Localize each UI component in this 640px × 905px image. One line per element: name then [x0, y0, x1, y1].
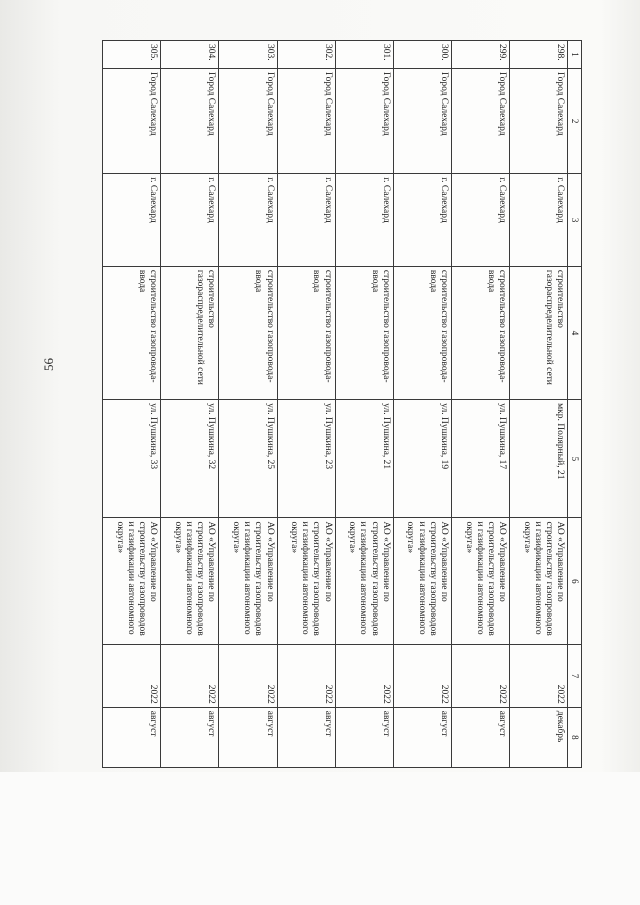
executor-cell: АО «Управление по строительству газопроводов и газификации автономного округа» [393, 518, 451, 645]
work-cell: строительство газопровода-ввода [335, 266, 393, 399]
district-cell: Город Салехард [161, 68, 219, 173]
table-row [161, 41, 219, 768]
district-cell: Город Салехард [393, 68, 451, 173]
executor-cell: АО «Управление по строительству газопроводов и газификации автономного округа» [103, 518, 161, 645]
month-cell: декабрь [510, 707, 568, 767]
header-cell: 6 [568, 518, 582, 645]
locality-cell: г. Салехард [103, 174, 161, 266]
row-number: 298. [510, 41, 568, 69]
page-bottom-margin [0, 772, 640, 905]
locality-cell: г. Салехард [335, 174, 393, 266]
header-row [568, 41, 582, 768]
executor-cell: АО «Управление по строительству газопроводов и газификации автономного округа» [335, 518, 393, 645]
district-cell: Город Салехард [277, 68, 335, 173]
executor-cell: АО «Управление по строительству газопроводов и газификации автономного округа» [510, 518, 568, 645]
address-cell: ул. Пушкина, 17 [452, 400, 510, 518]
work-cell: строительство газопровода-ввода [452, 266, 510, 399]
district-cell: Город Салехард [452, 68, 510, 173]
locality-cell: г. Салехард [161, 174, 219, 266]
district-cell: Город Салехард [103, 68, 161, 173]
header-cell: 5 [568, 400, 582, 518]
row-number: 300. [393, 41, 451, 69]
work-cell: строительство газораспределительной сети [510, 266, 568, 399]
year-cell: 2022 [335, 645, 393, 707]
locality-cell: г. Салехард [393, 174, 451, 266]
work-cell: строительство газораспределительной сети [161, 266, 219, 399]
district-cell: Город Салехард [335, 68, 393, 173]
header-cell: 4 [568, 266, 582, 399]
district-cell: Город Салехард [510, 68, 568, 173]
address-cell: мкр. Полярный, 21 [510, 400, 568, 518]
header-cell: 2 [568, 68, 582, 173]
executor-cell: АО «Управление по строительству газопроводов и газификации автономного округа» [161, 518, 219, 645]
month-cell: август [335, 707, 393, 767]
address-cell: ул. Пушкина, 19 [393, 400, 451, 518]
address-cell: ул. Пушкина, 32 [161, 400, 219, 518]
row-number: 304. [161, 41, 219, 69]
district-cell: Город Салехард [219, 68, 277, 173]
row-number: 301. [335, 41, 393, 69]
month-cell: август [219, 707, 277, 767]
address-cell: ул. Пушкина, 23 [277, 400, 335, 518]
header-cell: 7 [568, 645, 582, 707]
month-cell: август [103, 707, 161, 767]
table-row [103, 41, 161, 768]
work-cell: строительство газопровода-ввода [219, 266, 277, 399]
page-number: 56 [41, 358, 56, 371]
locality-cell: г. Салехард [452, 174, 510, 266]
table-row [393, 41, 451, 768]
row-number: 303. [219, 41, 277, 69]
locality-cell: г. Салехард [219, 174, 277, 266]
header-cell: 1 [568, 41, 582, 69]
table-row [219, 41, 277, 768]
row-number: 305. [103, 41, 161, 69]
month-cell: август [393, 707, 451, 767]
table-row [452, 41, 510, 768]
year-cell: 2022 [277, 645, 335, 707]
address-cell: ул. Пушкина, 25 [219, 400, 277, 518]
executor-cell: АО «Управление по строительству газопроводов и газификации автономного округа» [452, 518, 510, 645]
year-cell: 2022 [103, 645, 161, 707]
year-cell: 2022 [219, 645, 277, 707]
row-number: 302. [277, 41, 335, 69]
locality-cell: г. Салехард [510, 174, 568, 266]
rotated-table-container [102, 40, 582, 768]
header-cell: 8 [568, 707, 582, 767]
year-cell: 2022 [510, 645, 568, 707]
year-cell: 2022 [161, 645, 219, 707]
row-number: 299. [452, 41, 510, 69]
locality-cell: г. Салехард [277, 174, 335, 266]
table-row [277, 41, 335, 768]
works-table [102, 40, 582, 768]
executor-cell: АО «Управление по строительству газопроводов и газификации автономного округа» [277, 518, 335, 645]
address-cell: ул. Пушкина, 21 [335, 400, 393, 518]
year-cell: 2022 [393, 645, 451, 707]
month-cell: август [452, 707, 510, 767]
year-cell: 2022 [452, 645, 510, 707]
address-cell: ул. Пушкина, 33 [103, 400, 161, 518]
work-cell: строительство газопровода-ввода [103, 266, 161, 399]
month-cell: август [277, 707, 335, 767]
work-cell: строительство газопровода-ввода [277, 266, 335, 399]
table-row [510, 41, 568, 768]
table-row [335, 41, 393, 768]
header-cell: 3 [568, 174, 582, 266]
work-cell: строительство газопровода-ввода [393, 266, 451, 399]
executor-cell: АО «Управление по строительству газопроводов и газификации автономного округа» [219, 518, 277, 645]
month-cell: август [161, 707, 219, 767]
